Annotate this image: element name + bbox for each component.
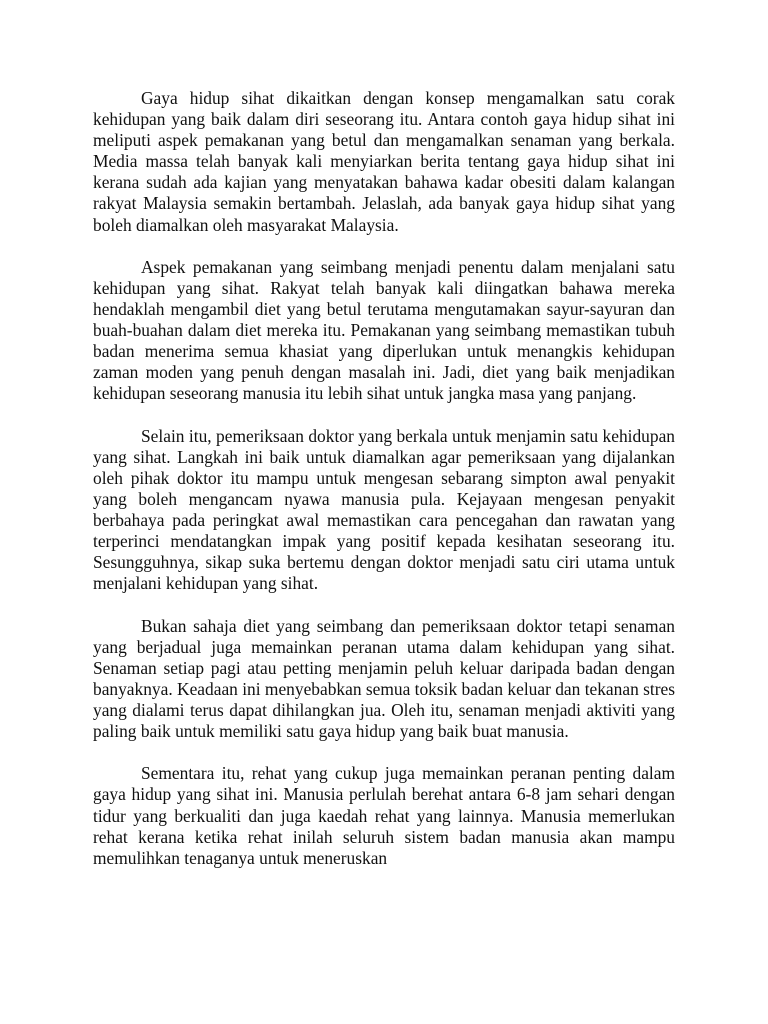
paragraph-diet: Aspek pemakanan yang seimbang menjadi penentu dalam menjalani satu kehidupan yang sihat. Rakyat telah banyak kali diingatkan bahawa mereka hendaklah mengambil diet yang betul terutama mengutamakan sayur-sayuran dan buah-buahan dalam diet mereka itu. Pemakanan yang seimbang memastikan tubuh badan menerima semua khasiat yang diperlukan untuk menangkis kehidupan zaman moden yang penuh dengan masalah ini. Jadi, diet yang baik menjadikan kehidupan seseorang manusia itu lebih sihat untuk jangka masa yang panjang.: [93, 256, 675, 404]
paragraph-medical-checkup: Selain itu, pemeriksaan doktor yang berkala untuk menjamin satu kehidupan yang sihat. Langkah ini baik untuk diamalkan agar pemeriksaan yang dijalankan oleh pihak doktor itu mampu untuk mengesan sebarang simpton awal penyakit yang boleh mengancam nyawa manusia pula. Kejayaan mengesan penyakit berbahaya pada peringkat awal memastikan cara pencegahan dan rawatan yang terperinci mendatangkan impak yang positif kepada kesihatan seseorang itu. Sesungguhnya, sikap suka bertemu dengan doktor menjadi satu ciri utama untuk menjalani kehidupan yang sihat.: [93, 425, 675, 594]
paragraph-rest: Sementara itu, rehat yang cukup juga memainkan peranan penting dalam gaya hidup yang sihat ini. Manusia perlulah berehat antara 6-8 jam sehari dengan tidur yang berkualiti dan juga kaedah rehat yang lainnya. Manusia memerlukan rehat kerana ketika rehat inilah seluruh sistem badan manusia akan mampu memulihkan tenaganya untuk meneruskan: [93, 763, 675, 868]
paragraph-exercise: Bukan sahaja diet yang seimbang dan pemeriksaan doktor tetapi senaman yang berjadual juga memainkan peranan utama dalam kehidupan yang sihat. Senaman setiap pagi atau petting menjamin peluh keluar daripada badan dengan banyaknya. Keadaan ini menyebabkan semua toksik badan keluar dan tekanan stres yang dialami terus dapat dihilangkan jua. Oleh itu, senaman menjadi aktiviti yang paling baik untuk memiliki satu gaya hidup yang baik buat manusia.: [93, 615, 675, 742]
paragraph-intro: Gaya hidup sihat dikaitkan dengan konsep mengamalkan satu corak kehidupan yang baik dalam diri seseorang itu. Antara contoh gaya hidup sihat ini meliputi aspek pemakanan yang betul dan mengamalkan senaman yang berkala. Media massa telah banyak kali menyiarkan berita tentang gaya hidup sihat ini kerana sudah ada kajian yang menyatakan bahawa kadar obesiti dalam kalangan rakyat Malaysia semakin bertambah. Jelaslah, ada banyak gaya hidup sihat yang boleh diamalkan oleh masyarakat Malaysia.: [93, 88, 675, 235]
document-page: [93, 88, 675, 869]
